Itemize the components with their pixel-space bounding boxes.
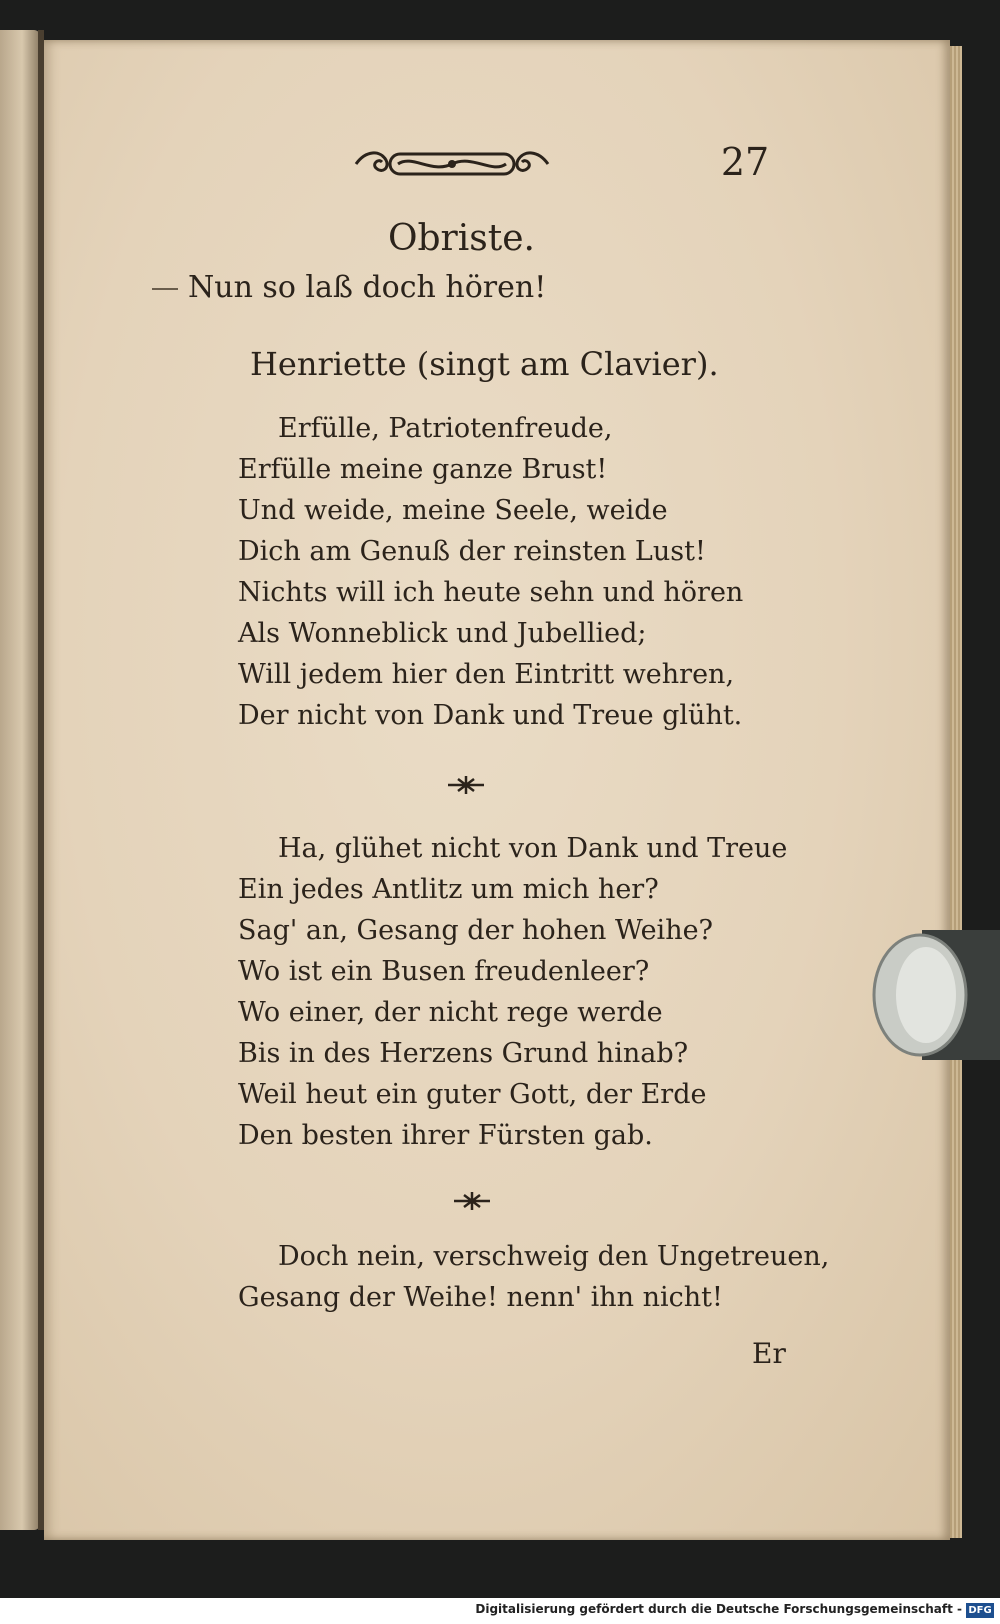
verse-line: Weil heut ein guter Gott, der Erde [238,1079,707,1110]
previous-page-edge [0,30,40,1530]
fleuron-divider-icon [452,1190,492,1212]
verse-line: Den besten ihrer Fürsten gab. [238,1120,653,1151]
poem-stanza [238,828,787,1156]
verse-line: Als Wonneblick und Jubellied; [238,618,647,649]
speech-line: Nun so laß doch hören! [188,270,547,305]
speaker-name: Henriette (singt am Clavier). [250,345,719,383]
header-ornament-icon [352,146,552,182]
footer-bar [0,1598,1000,1624]
poem-stanza [238,1236,829,1318]
dialogue-dash [152,288,178,290]
verse-line: Wo ist ein Busen freudenleer? [238,956,650,987]
dfg-logo: DFG [966,1603,994,1618]
verse-line: Bis in des Herzens Grund hinab? [238,1038,689,1069]
verse-line: Sag' an, Gesang der hohen Weihe? [238,915,714,946]
footer-credit: Digitalisierung gefördert durch die Deutsche Forschungsgemeinschaft - [475,1602,962,1616]
verse-line: Nichts will ich heute sehn und hören [238,577,744,608]
page-number: 27 [720,140,770,184]
verse-line: Wo einer, der nicht rege werde [238,997,663,1028]
verse-line: Ha, glühet nicht von Dank und Treue [278,833,788,864]
speaker-name: Obriste. [388,218,535,259]
verse-line: Und weide, meine Seele, weide [238,495,668,526]
verse-line: Will jedem hier den Eintritt wehren, [238,659,735,690]
verse-line: Erfülle meine ganze Brust! [238,454,608,485]
verse-line: Doch nein, verschweig den Ungetreuen, [278,1241,830,1272]
page-clip [862,930,1000,1060]
verse-line: Ein jedes Antlitz um mich her? [238,874,659,905]
poem-stanza [238,408,743,736]
catchword: Er [752,1337,786,1370]
verse-line: Der nicht von Dank und Treue glüht. [238,700,743,731]
verse-line: Dich am Genuß der reinsten Lust! [238,536,706,567]
verse-line: Gesang der Weihe! nenn' ihn nicht! [238,1282,723,1313]
fleuron-divider-icon [446,774,486,796]
verse-line: Erfülle, Patriotenfreude, [278,413,613,444]
